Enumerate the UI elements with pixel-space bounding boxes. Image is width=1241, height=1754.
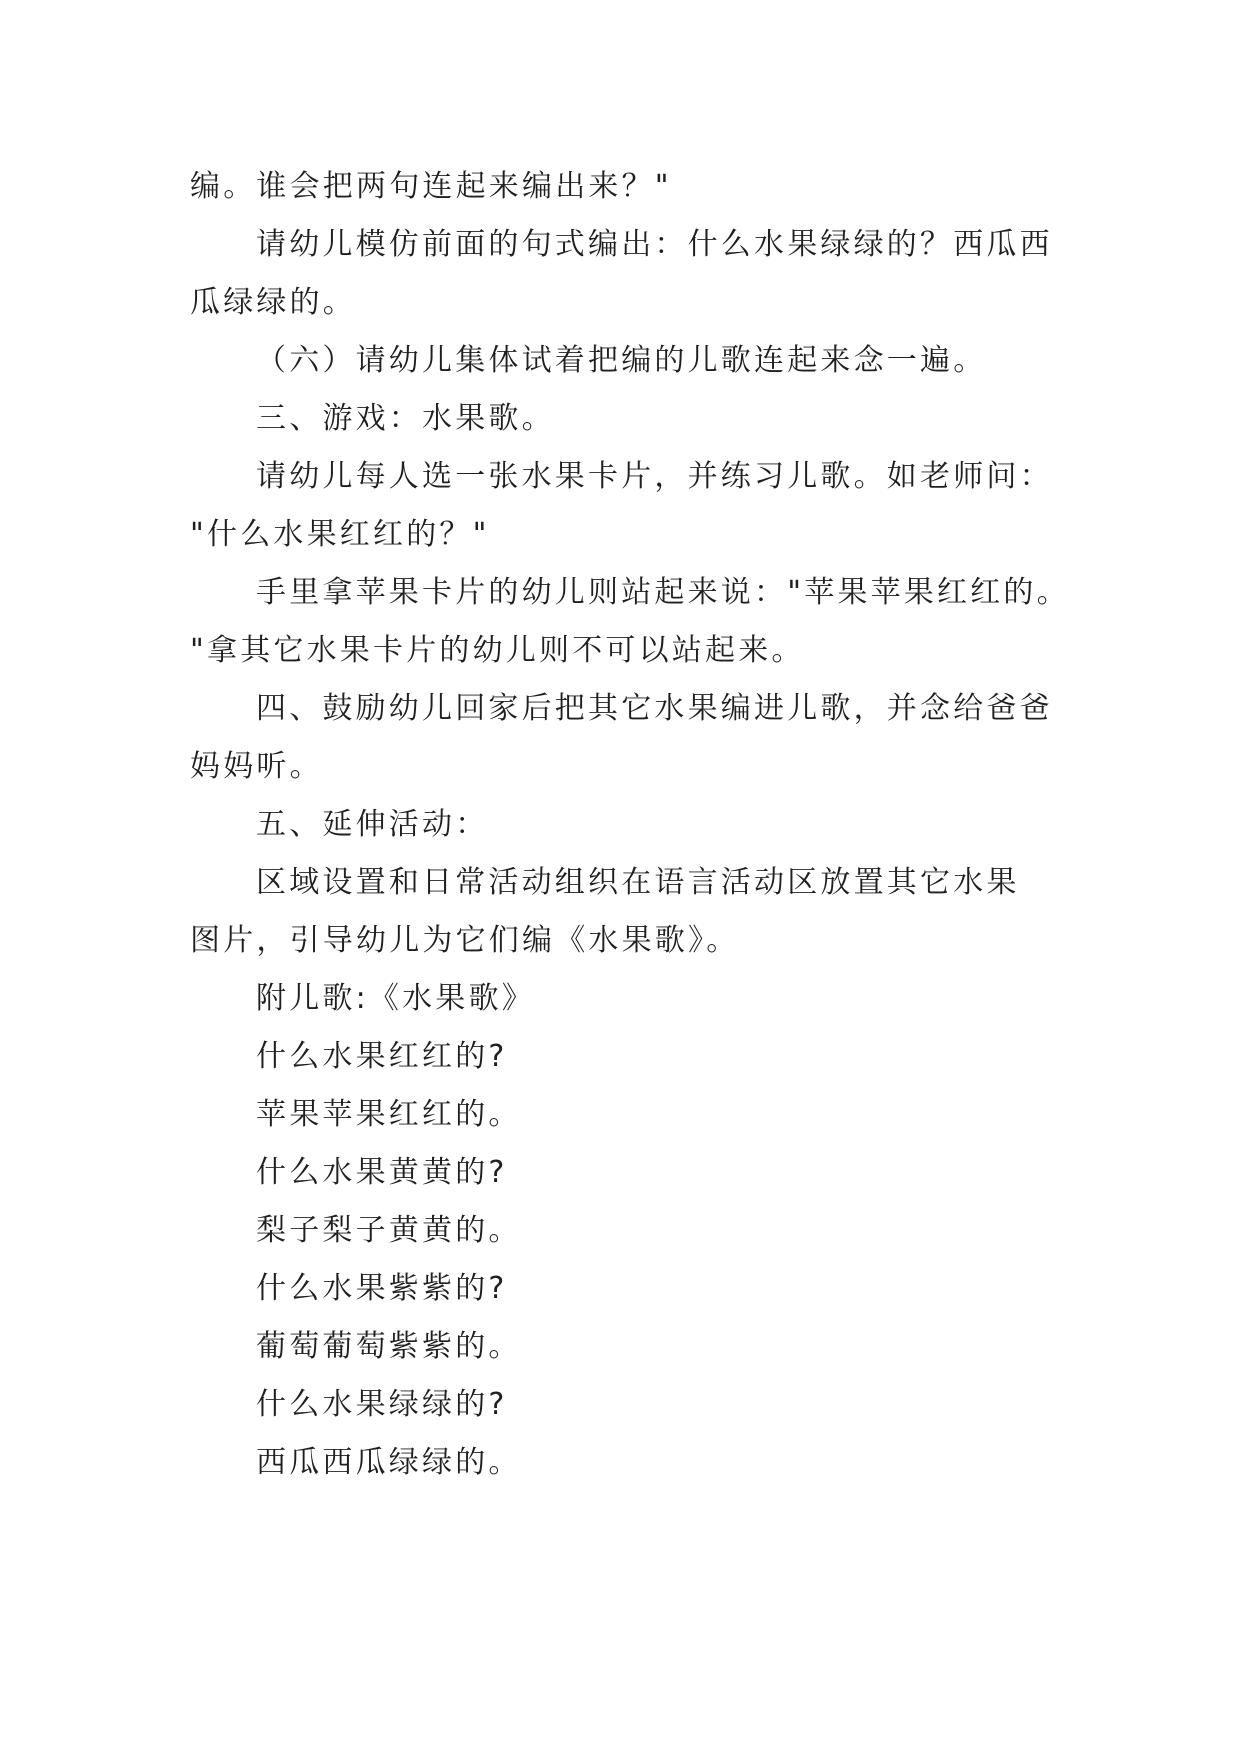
poem-line: 什么水果绿绿的? (256, 1387, 508, 1422)
text-line: 区域设置和日常活动组织在语言活动区放置其它水果 (256, 865, 1020, 900)
text-line: 请幼儿模仿前面的句式编出：什么水果绿绿的？西瓜西 (256, 227, 1053, 262)
text-line: 手里拿苹果卡片的幼儿则站起来说："苹果苹果红红的。 (256, 575, 1070, 610)
text-line: 图片，引导幼儿为它们编《水果歌》。 (190, 923, 740, 958)
poem-line: 西瓜西瓜绿绿的。 (256, 1445, 522, 1480)
poem-line: 葡萄葡萄紫紫的。 (256, 1329, 522, 1364)
text-line: "什么水果红红的？" (190, 517, 490, 552)
text-line: （六）请幼儿集体试着把编的儿歌连起来念一遍。 (256, 343, 987, 378)
text-line: 请幼儿每人选一张水果卡片，并练习儿歌。如老师问： (256, 459, 1053, 494)
section-heading: 三、游戏：水果歌。 (256, 401, 555, 436)
poem-line: 苹果苹果红红的。 (256, 1097, 522, 1132)
poem-line: 梨子梨子黄黄的。 (256, 1213, 522, 1248)
section-heading: 五、延伸活动： (256, 807, 489, 842)
poem-line: 什么水果黄黄的? (256, 1155, 508, 1190)
section-heading: 四、鼓励幼儿回家后把其它水果编进儿歌，并念给爸爸 (256, 691, 1053, 726)
poem-title: 附儿歌:《水果歌》 (256, 981, 535, 1016)
text-line: 编。谁会把两句连起来编出来？" (190, 169, 672, 204)
poem-line: 什么水果红红的? (256, 1039, 508, 1074)
text-line: 瓜绿绿的。 (190, 285, 356, 320)
text-line: "拿其它水果卡片的幼儿则不可以站起来。 (190, 633, 805, 668)
poem-line: 什么水果紫紫的? (256, 1271, 508, 1306)
text-line: 妈妈听。 (190, 749, 323, 784)
document-body (190, 158, 1070, 1492)
